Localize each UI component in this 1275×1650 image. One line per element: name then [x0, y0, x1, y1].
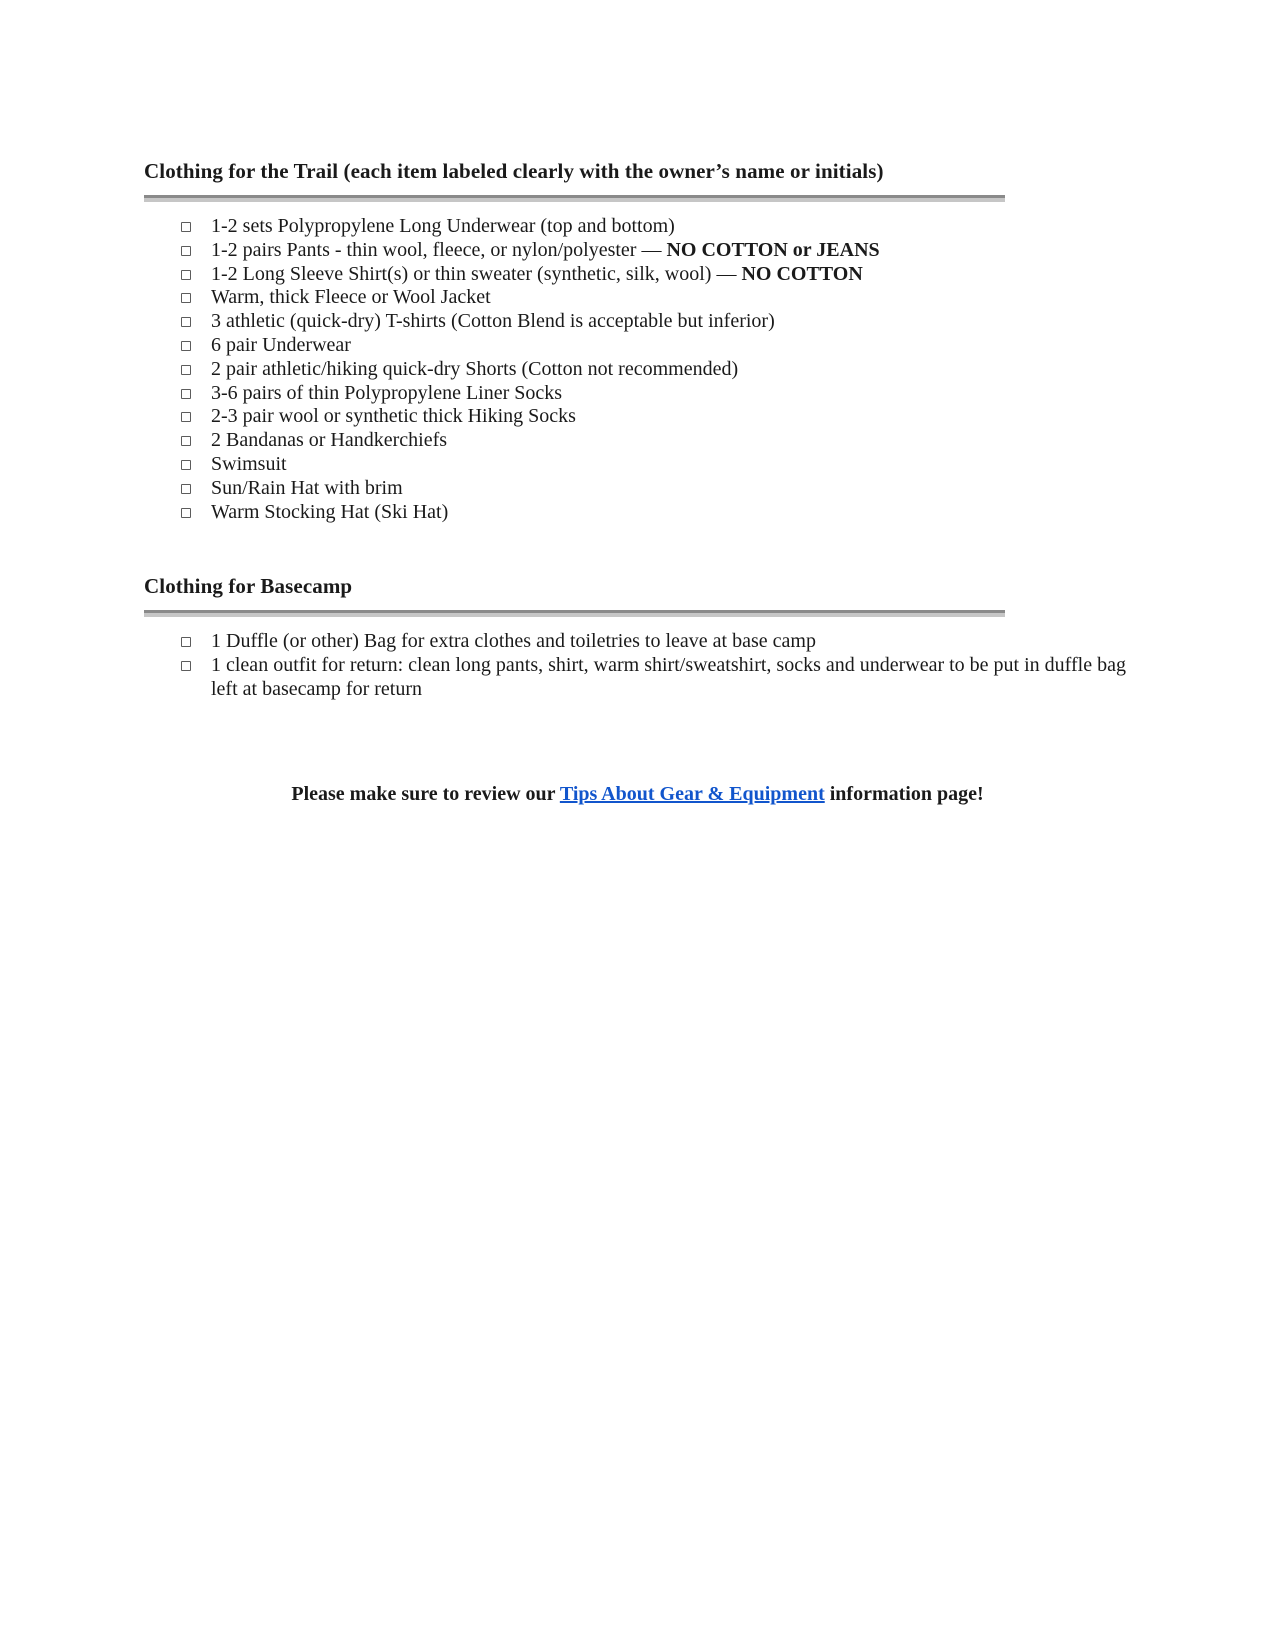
sections-container — [144, 158, 1131, 702]
checklist-item-text: 3 athletic (quick-dry) T-shirts (Cotton Blend is acceptable but inferior) — [211, 310, 775, 333]
checklist — [144, 215, 1131, 524]
checklist-item-text: 1-2 sets Polypropylene Long Underwear (top and bottom) — [211, 215, 675, 237]
footer-prefix: Please make sure to review our — [291, 782, 560, 805]
checklist-item-text: Warm Stocking Hat (Ski Hat) — [211, 500, 449, 523]
checkbox-icon[interactable] — [181, 436, 191, 446]
tips-gear-equipment-link[interactable]: Tips About Gear & Equipment — [559, 782, 825, 805]
checklist-item — [144, 358, 1131, 382]
checklist-item-text: 6 pair Underwear — [211, 333, 351, 356]
checkbox-icon[interactable] — [181, 317, 191, 327]
checkbox-icon[interactable] — [181, 341, 191, 351]
checkbox-icon[interactable] — [181, 365, 191, 375]
checklist-item — [144, 310, 1131, 334]
checklist-item — [144, 477, 1131, 501]
section-heading: Clothing for Basecamp — [144, 574, 353, 599]
section-divider — [144, 610, 1005, 617]
footer-note — [144, 782, 1131, 806]
checklist-item-text: Swimsuit — [211, 452, 287, 475]
checklist — [144, 630, 1131, 701]
checkbox-icon[interactable] — [181, 246, 191, 256]
checkbox-icon[interactable] — [181, 412, 191, 422]
section — [144, 573, 1131, 701]
checklist-item-text: Warm, thick Fleece or Wool Jacket — [211, 286, 491, 309]
footer-suffix: information page! — [824, 782, 984, 805]
checklist-item — [144, 405, 1131, 429]
checklist-item — [144, 239, 1131, 263]
checkbox-icon[interactable] — [181, 508, 191, 518]
section-divider — [144, 195, 1005, 202]
checklist-item-text: 1 clean outfit for return: clean long pants, shirt, warm shirt/sweatshirt, socks and underwear to be put in duffle bag left at basecamp for return — [211, 654, 1126, 700]
checkbox-icon[interactable] — [181, 460, 191, 470]
checkbox-icon[interactable] — [181, 222, 191, 232]
checklist-item — [144, 429, 1131, 453]
checklist-item — [144, 286, 1131, 310]
checkbox-icon[interactable] — [181, 293, 191, 303]
checklist-item — [144, 215, 1131, 239]
checkbox-icon[interactable] — [181, 270, 191, 280]
section-heading: Clothing for the Trail (each item labeled clearly with the owner’s name or initials) — [144, 159, 884, 183]
checkbox-icon[interactable] — [181, 484, 191, 494]
document-page — [0, 0, 1275, 806]
checklist-item-text: 2-3 pair wool or synthetic thick Hiking Socks — [211, 405, 576, 428]
checklist-item — [144, 263, 1131, 287]
checklist-item-text: 1 Duffle (or other) Bag for extra clothes and toiletries to leave at base camp — [211, 630, 816, 653]
checklist-item — [144, 501, 1131, 525]
checklist-item-text: 1-2 pairs Pants - thin wool, fleece, or nylon/polyester — NO COTTON or JEANS — [211, 238, 880, 261]
checkbox-icon[interactable] — [181, 661, 191, 671]
checkbox-icon[interactable] — [181, 637, 191, 647]
checklist-item — [144, 654, 1131, 702]
checklist-item-text: 2 Bandanas or Handkerchiefs — [211, 429, 448, 452]
checklist-item — [144, 453, 1131, 477]
checklist-item — [144, 382, 1131, 406]
checklist-item-text: 2 pair athletic/hiking quick-dry Shorts (Cotton not recommended) — [211, 357, 739, 380]
checklist-item — [144, 334, 1131, 358]
section — [144, 158, 1131, 524]
checklist-item — [144, 630, 1131, 654]
checklist-item-text: 1-2 Long Sleeve Shirt(s) or thin sweater (synthetic, silk, wool) — NO COTTON — [211, 262, 863, 285]
checkbox-icon[interactable] — [181, 389, 191, 399]
checklist-item-text: 3-6 pairs of thin Polypropylene Liner Socks — [211, 381, 563, 404]
checklist-item-text: Sun/Rain Hat with brim — [211, 476, 403, 499]
